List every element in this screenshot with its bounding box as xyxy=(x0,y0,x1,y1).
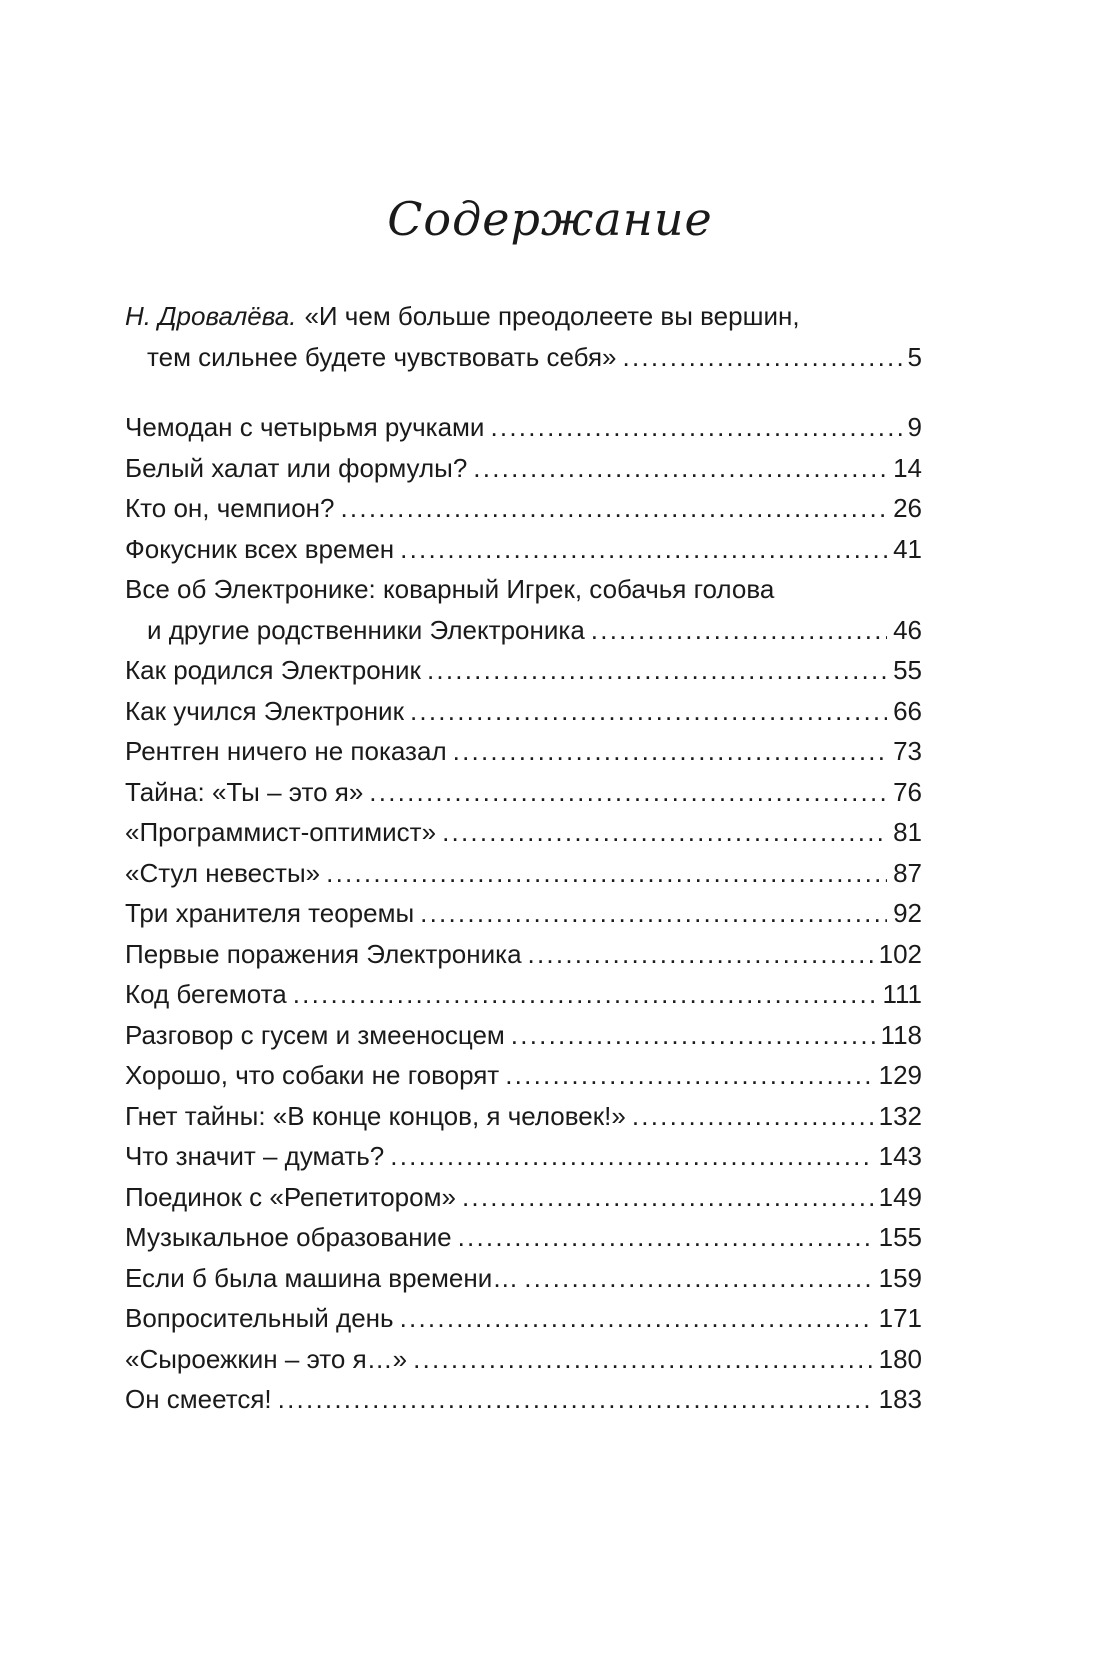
toc-entry[interactable] xyxy=(125,1298,922,1339)
toc-entry-page-number: 9 xyxy=(907,412,922,442)
dot-leader xyxy=(591,610,887,651)
toc-entry[interactable] xyxy=(125,407,922,448)
toc-entry-title: Код бегемота xyxy=(125,979,287,1009)
toc-entry-page-number: 171 xyxy=(878,1303,922,1333)
toc-entry-title: Вопросительный день xyxy=(125,1303,394,1333)
toc-entry-title: Гнет тайны: «В конце концов, я человек!» xyxy=(125,1100,626,1131)
dot-leader xyxy=(462,1177,873,1218)
dot-leader xyxy=(511,1015,875,1056)
dot-leader xyxy=(413,1339,873,1380)
toc-entries xyxy=(125,407,922,1420)
toc-entry-page-number: 87 xyxy=(893,857,922,888)
toc-entry-page-number: 129 xyxy=(878,1060,922,1090)
toc-entry-line xyxy=(125,1015,922,1056)
dot-leader xyxy=(524,1258,872,1299)
toc-entry-line xyxy=(125,772,922,813)
toc-entry-title: Если б была машина времени… xyxy=(125,1262,519,1293)
toc-entry-page-number: 76 xyxy=(893,776,922,807)
toc-entry-page-number: 26 xyxy=(893,493,922,523)
toc-intro-line-2 xyxy=(125,337,922,378)
dot-leader xyxy=(458,1217,873,1258)
toc-entry-title: Что значит – думать? xyxy=(125,1141,385,1171)
toc-entry-line xyxy=(125,1177,922,1218)
toc-entry-title: Все об Электронике: коварный Игрек, собачья голова xyxy=(125,574,775,604)
toc-entry-page-number: 159 xyxy=(878,1262,922,1293)
toc-entry-page-number: 111 xyxy=(882,979,922,1009)
toc-entry-title: Первые поражения Электроника xyxy=(125,938,522,969)
intro-page-number: 5 xyxy=(907,341,922,372)
dot-leader xyxy=(369,772,887,813)
dot-leader xyxy=(528,934,873,975)
toc-entry[interactable] xyxy=(125,1055,922,1096)
toc-entry[interactable] xyxy=(125,1096,922,1137)
dot-leader xyxy=(400,529,887,570)
toc-entry-title-continued: и другие родственники Электроника xyxy=(147,614,585,645)
dot-leader xyxy=(410,691,887,732)
dot-leader xyxy=(420,893,887,934)
toc-entry-page-number: 155 xyxy=(878,1222,922,1252)
toc-intro-entry[interactable] xyxy=(125,296,922,377)
dot-leader xyxy=(390,1136,872,1177)
toc-entry-line xyxy=(125,448,922,489)
toc-intro-line-1 xyxy=(125,296,922,337)
toc-entry[interactable] xyxy=(125,853,922,894)
toc-entry-page-number: 55 xyxy=(893,655,922,685)
toc-entry-line xyxy=(125,529,922,570)
dot-leader xyxy=(623,337,902,378)
toc-entry-page-number: 180 xyxy=(878,1343,922,1374)
toc-entry-title: «Программист-оптимист» xyxy=(125,817,437,847)
toc-entry-title: Чемодан с четырьмя ручками xyxy=(125,412,485,442)
dot-leader xyxy=(340,488,887,529)
toc-entry-page-number: 66 xyxy=(893,695,922,726)
toc-entry-line xyxy=(125,893,922,934)
toc-entry-title: Три хранителя теоремы xyxy=(125,898,415,928)
toc-entry-title: Фокусник всех времен xyxy=(125,533,395,564)
dot-leader xyxy=(453,731,887,772)
toc-entry-line xyxy=(125,853,922,894)
toc-entry-page-number: 149 xyxy=(878,1181,922,1212)
toc-entry-page-number: 46 xyxy=(893,614,922,645)
toc-entry-title: Поединок с «Репетитором» xyxy=(125,1181,456,1212)
toc-entry-title: Белый халат или формулы? xyxy=(125,452,468,483)
toc-entry-line xyxy=(125,1217,922,1258)
toc-entry-title: Как учился Электроник xyxy=(125,695,404,726)
toc-entry[interactable] xyxy=(125,974,922,1015)
toc-entry[interactable] xyxy=(125,1177,922,1218)
toc-entry-page-number: 73 xyxy=(893,736,922,766)
toc-entry[interactable] xyxy=(125,893,922,934)
toc-entry-line-2 xyxy=(125,610,922,651)
toc-entry-title: «Сыроежкин – это я…» xyxy=(125,1343,408,1374)
toc-entry-line xyxy=(125,974,922,1015)
toc-entry-line xyxy=(125,691,922,732)
intro-author: Н. Дровалёва. xyxy=(125,301,297,331)
toc-entry[interactable] xyxy=(125,1258,922,1299)
toc-entry-line xyxy=(125,1136,922,1177)
dot-leader xyxy=(490,407,901,448)
toc-entry[interactable] xyxy=(125,650,922,691)
dot-leader xyxy=(326,853,887,894)
toc-entry-page-number: 92 xyxy=(893,898,922,928)
toc-entry-title: Рентген ничего не показал xyxy=(125,736,447,766)
dot-leader xyxy=(278,1379,873,1420)
dot-leader xyxy=(632,1096,873,1137)
toc-entry-line xyxy=(125,407,922,448)
dot-leader xyxy=(400,1298,873,1339)
toc-entry[interactable] xyxy=(125,488,922,529)
toc-entry-page-number: 14 xyxy=(893,452,922,483)
toc-entry-line xyxy=(125,934,922,975)
toc-entry-title: Разговор с гусем и змееносцем xyxy=(125,1019,505,1050)
dot-leader xyxy=(427,650,887,691)
toc-entry[interactable] xyxy=(125,812,922,853)
toc-entry[interactable] xyxy=(125,731,922,772)
toc-entry[interactable] xyxy=(125,1136,922,1177)
toc-entry-page-number: 183 xyxy=(878,1384,922,1414)
toc-entry-title: Он смеется! xyxy=(125,1384,272,1414)
toc-entry-page-number: 41 xyxy=(893,533,922,564)
toc-entry[interactable] xyxy=(125,1339,922,1380)
toc-entry[interactable] xyxy=(125,1015,922,1056)
toc-entry-line xyxy=(125,1379,922,1420)
toc-entry-title: Музыкальное образование xyxy=(125,1222,452,1252)
toc-entry-line xyxy=(125,1339,922,1380)
toc-entry-title: «Стул невесты» xyxy=(125,857,321,888)
toc-entry-page-number: 143 xyxy=(878,1141,922,1171)
toc-entry-line xyxy=(125,1096,922,1137)
toc-entry[interactable] xyxy=(125,569,922,650)
toc-entry[interactable] xyxy=(125,1379,922,1420)
toc-entry-line xyxy=(125,731,922,772)
toc-entry-line xyxy=(125,488,922,529)
dot-leader xyxy=(442,812,887,853)
toc-entry-page-number: 102 xyxy=(878,938,922,969)
table-of-contents xyxy=(125,296,922,1420)
page-title: Содержание xyxy=(387,192,713,246)
toc-entry[interactable] xyxy=(125,1217,922,1258)
toc-entry-title: Кто он, чемпион? xyxy=(125,493,335,523)
toc-entry[interactable] xyxy=(125,529,922,570)
dot-leader xyxy=(473,448,887,489)
toc-entry-line xyxy=(125,812,922,853)
toc-entry-page-number: 81 xyxy=(893,817,922,847)
dot-leader xyxy=(505,1055,872,1096)
toc-entry-title: Хорошо, что собаки не говорят xyxy=(125,1060,500,1090)
toc-entry-line xyxy=(125,1055,922,1096)
intro-title-line-1: «И чем больше преодолеете вы вершин, xyxy=(304,301,800,331)
toc-entry[interactable] xyxy=(125,772,922,813)
toc-entry-line xyxy=(125,1298,922,1339)
toc-entry[interactable] xyxy=(125,691,922,732)
toc-entry[interactable] xyxy=(125,934,922,975)
toc-entry-title: Тайна: «Ты – это я» xyxy=(125,776,364,807)
toc-entry-line-1 xyxy=(125,569,922,610)
toc-entry-page-number: 132 xyxy=(878,1100,922,1131)
toc-entry-page-number: 118 xyxy=(880,1019,922,1050)
intro-title-line-2: тем сильнее будете чувствовать себя» xyxy=(147,341,617,372)
dot-leader xyxy=(293,974,877,1015)
toc-entry[interactable] xyxy=(125,448,922,489)
toc-entry-title: Как родился Электроник xyxy=(125,655,421,685)
toc-entry-line xyxy=(125,650,922,691)
toc-entry-line xyxy=(125,1258,922,1299)
